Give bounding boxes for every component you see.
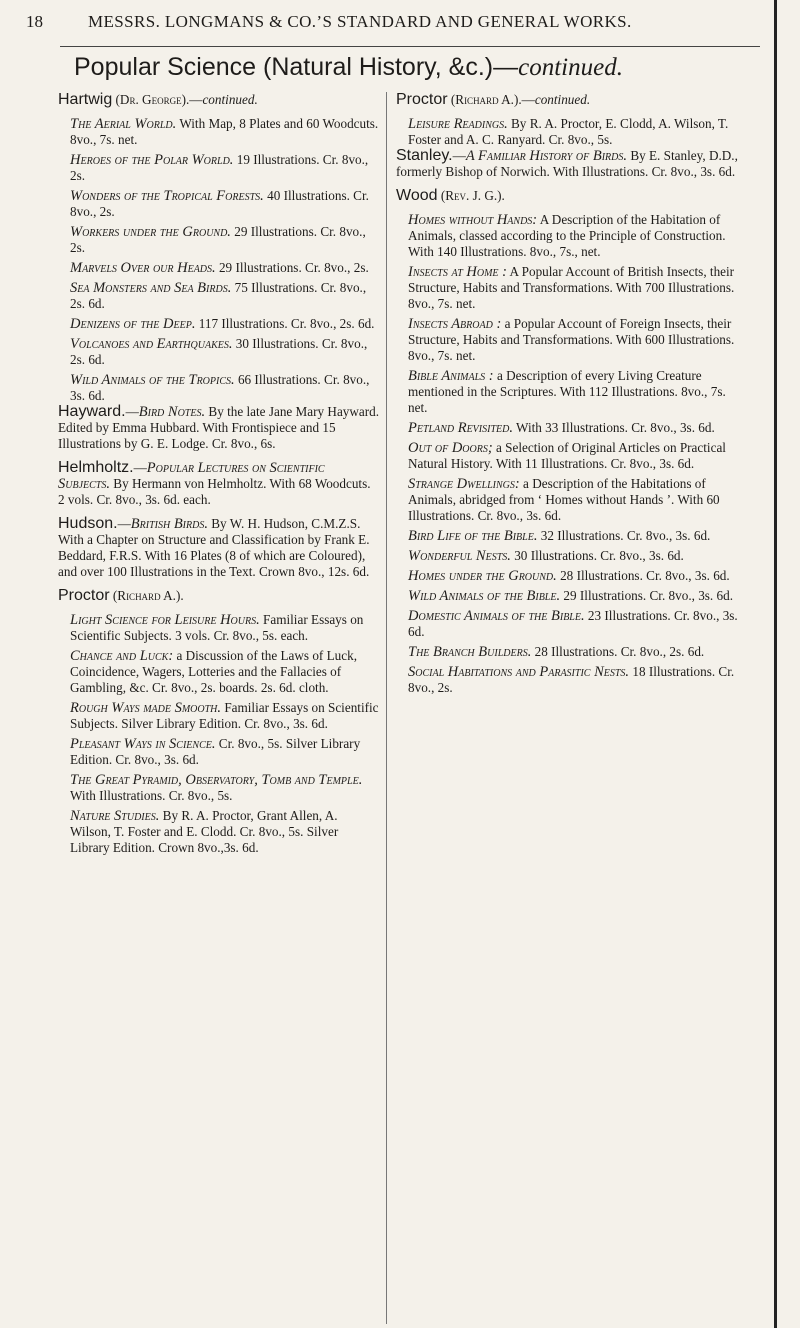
header-rule (60, 46, 760, 47)
author-details: (Richard A.). (109, 588, 184, 603)
author-entry (58, 588, 380, 604)
page-edge (774, 0, 777, 1328)
book-entry (70, 336, 380, 368)
book-entry (408, 568, 742, 584)
author-name: Helmholtz. (58, 459, 134, 476)
book-entry (408, 608, 742, 640)
author-name: Hartwig (58, 91, 113, 108)
book-description: a Popular Account of Foreign Insects, their Structure, Habits and Transformations. With 600 Illustrations. 8vo., 7s. net. (408, 316, 735, 363)
book-description: 30 Illustrations. Cr. 8vo., 3s. 6d. (510, 548, 684, 563)
book-entry (70, 224, 380, 256)
book-entry (408, 588, 742, 604)
book-title: Domestic Animals of the Bible. (408, 608, 585, 624)
book-title: Volcanoes and Earthquakes. (70, 336, 233, 352)
book-title: Leisure Readings. (408, 116, 508, 132)
book-title: A Familiar History of Birds. (465, 148, 628, 164)
right-column (396, 92, 742, 696)
book-title: The Aerial World. (70, 116, 177, 132)
book-description: a Discussion of the Laws of Luck, Coincidence, Wagers, Lotteries and the Fallacies of Gambling, &c. Cr. 8vo., 2s. boards. 2s. 6d. cloth. (70, 648, 358, 695)
book-description: 32 Illustrations. Cr. 8vo., 3s. 6d. (537, 528, 711, 543)
author-name: Hayward. (58, 403, 126, 420)
book-description: By E. Stanley, D.D., formerly Bishop of Norwich. With Illustrations. Cr. 8vo., 3s. 6d. (396, 148, 738, 179)
author-details: — (133, 460, 147, 475)
book-entry (408, 368, 742, 416)
left-column (58, 92, 380, 856)
book-title: Wild Animals of the Bible. (408, 588, 561, 604)
book-description: a Description of every Living Creature mentioned in the Scriptures. With 112 Illustrations. 8vo., 7s. net. (408, 368, 726, 415)
book-entry (70, 188, 380, 220)
book-description: A Description of the Habitation of Animals, classed according to the Principle of Construction. With 140 Illustrations. 8vo., 7s., net. (408, 212, 726, 259)
book-entry (408, 476, 742, 524)
book-description: With 33 Illustrations. Cr. 8vo., 3s. 6d. (512, 420, 715, 435)
author-details: (Richard A.).— (447, 92, 535, 107)
book-entry (408, 664, 742, 696)
book-title: Insects Abroad : (408, 316, 502, 332)
book-entry (70, 260, 380, 276)
section-title (74, 53, 774, 82)
book-title: Bible Animals : (408, 368, 494, 384)
author-entry (396, 148, 742, 180)
book-description: By Hermann von Helmholtz. With 68 Woodcuts. 2 vols. Cr. 8vo., 3s. 6d. each. (58, 476, 371, 507)
book-entry (408, 116, 742, 148)
book-entry (70, 648, 380, 696)
author-name: Wood (396, 187, 438, 204)
book-entry (408, 212, 742, 260)
book-title: Wonderful Nests. (408, 548, 511, 564)
author-entry (396, 92, 742, 108)
book-title: Social Habitations and Parasitic Nests. (408, 664, 630, 680)
author-entry (58, 92, 380, 108)
author-details: (Dr. George).— (112, 92, 203, 107)
book-description: With Illustrations. Cr. 8vo., 5s. (70, 788, 233, 803)
book-description: By W. H. Hudson, C.M.Z.S. With a Chapter on Structure and Classification by Frank E. Beddard, F.R.S. With 16 Plates (8 of which are Coloured), and over 100 Illustrations in the Text. Crown 8vo., 12s. 6d. (58, 516, 370, 579)
book-entry (408, 264, 742, 312)
book-title: Insects at Home : (408, 264, 507, 280)
book-description: a Selection of Original Articles on Practical Natural History. With 11 Illustrations. Cr. 8vo., 3s. 6d. (408, 440, 726, 471)
section-title-continued: continued. (518, 54, 623, 81)
book-title: Bird Notes. (138, 404, 206, 420)
column-divider (386, 92, 387, 1324)
book-title: Out of Doors; (408, 440, 493, 456)
book-entry (408, 644, 742, 660)
page-header (26, 12, 766, 38)
book-description: 28 Illustrations. Cr. 8vo., 2s. 6d. (531, 644, 705, 659)
book-description: By R. A. Proctor, E. Clodd, A. Wilson, T. Foster and A. C. Ranyard. Cr. 8vo., 5s. (408, 116, 729, 147)
book-description: 29 Illustrations. Cr. 8vo., 2s. (70, 224, 366, 255)
book-title: Wild Animals of the Tropics. (70, 372, 235, 388)
book-title: Rough Ways made Smooth. (70, 700, 222, 716)
book-title: Light Science for Leisure Hours. (70, 612, 260, 628)
book-title: Strange Dwellings: (408, 476, 520, 492)
book-entry (70, 808, 380, 856)
book-entry (408, 548, 742, 564)
book-entry (408, 528, 742, 544)
book-title: Chance and Luck: (70, 648, 174, 664)
book-description: 23 Illustrations. Cr. 8vo., 3s. 6d. (408, 608, 738, 639)
book-description: 29 Illustrations. Cr. 8vo., 3s. 6d. (560, 588, 734, 603)
book-title: Bird Life of the Bible. (408, 528, 538, 544)
author-entry (58, 404, 380, 452)
book-description: A Popular Account of British Insects, their Structure, Habits and Transformations. With 700 Illustrations. 8vo., 7s. net. (408, 264, 735, 311)
book-description: 117 Illustrations. Cr. 8vo., 2s. 6d. (195, 316, 375, 331)
book-title: Marvels Over our Heads. (70, 260, 216, 276)
author-name: Stanley. (396, 147, 453, 164)
book-title: The Branch Builders. (408, 644, 532, 660)
book-entry (70, 612, 380, 644)
book-description: 40 Illustrations. Cr. 8vo., 2s. (70, 188, 369, 219)
book-description: Familiar Essays on Scientific Subjects. Silver Library Edition. Cr. 8vo., 3s. 6d. (70, 700, 379, 731)
book-title: Heroes of the Polar World. (70, 152, 234, 168)
book-title: British Birds. (130, 516, 208, 532)
book-entry (408, 420, 742, 436)
book-description: 18 Illustrations. Cr. 8vo., 2s. (408, 664, 735, 695)
book-description: 30 Illustrations. Cr. 8vo., 2s. 6d. (70, 336, 368, 367)
book-entry (70, 152, 380, 184)
author-details: — (125, 404, 139, 419)
book-description: 29 Illustrations. Cr. 8vo., 2s. (215, 260, 369, 275)
book-description: Cr. 8vo., 5s. Silver Library Edition. Cr. 8vo., 3s. 6d. (70, 736, 361, 767)
book-title: Homes under the Ground. (408, 568, 557, 584)
book-title: Sea Monsters and Sea Birds. (70, 280, 232, 296)
author-name: Proctor (58, 587, 110, 604)
book-description: With Map, 8 Plates and 60 Woodcuts. 8vo., 7s. net. (70, 116, 379, 147)
book-title: continued. (202, 92, 258, 107)
author-entry (58, 460, 380, 508)
book-title: continued. (534, 92, 591, 107)
book-description: 19 Illustrations. Cr. 8vo., 2s. (70, 152, 369, 183)
book-entry (70, 116, 380, 148)
book-entry (408, 440, 742, 472)
book-entry (70, 372, 380, 404)
book-title: Homes without Hands: (408, 212, 538, 228)
book-description: 75 Illustrations. Cr. 8vo., 2s. 6d. (70, 280, 367, 311)
book-description: 66 Illustrations. Cr. 8vo., 3s. 6d. (70, 372, 370, 403)
book-title: Workers under the Ground. (70, 224, 231, 240)
book-entry (70, 772, 380, 804)
book-entry (70, 316, 380, 332)
book-description: 28 Illustrations. Cr. 8vo., 3s. 6d. (556, 568, 730, 583)
book-title: Wonders of the Tropical Forests. (70, 188, 264, 204)
author-entry (396, 188, 742, 204)
book-entry (70, 700, 380, 732)
book-description: Familiar Essays on Scientific Subjects. 3 vols. Cr. 8vo., 5s. each. (70, 612, 364, 643)
book-description: a Description of the Habitations of Animals, abridged from ‘ Homes without Hands ’. With 60 Illustrations. Cr. 8vo., 3s. 6d. (408, 476, 720, 523)
book-title: Petland Revisited. (408, 420, 513, 436)
page-number: 18 (26, 12, 43, 31)
book-entry (408, 316, 742, 364)
book-title: Pleasant Ways in Science. (70, 736, 216, 752)
book-title: Denizens of the Deep. (70, 316, 196, 332)
book-description: By R. A. Proctor, Grant Allen, A. Wilson, T. Foster and E. Clodd. Cr. 8vo., 5s. Silver Library Edition. Crown 8vo.,3s. 6d. (70, 808, 339, 855)
book-title: The Great Pyramid, Observatory, Tomb and Temple. (70, 772, 363, 788)
section-title-main: Popular Science (Natural History, &c.)— (74, 53, 519, 81)
running-head: MESSRS. LONGMANS & CO.’S STANDARD AND GENERAL WORKS. (88, 12, 632, 31)
author-details: — (117, 516, 131, 531)
book-title: Nature Studies. (70, 808, 160, 824)
book-entry (70, 736, 380, 768)
author-details: — (452, 148, 466, 163)
author-name: Proctor (396, 91, 448, 108)
author-name: Hudson. (58, 515, 118, 532)
book-title: Popular Lectures on Scientific Subjects. (58, 460, 325, 492)
book-description: By the late Jane Mary Hayward. Edited by Emma Hubbard. With Frontispiece and 15 Illustrations by G. E. Lodge. Cr. 8vo., 6s. (58, 404, 380, 451)
book-entry (70, 280, 380, 312)
author-entry (58, 516, 380, 580)
author-details: (Rev. J. G.). (437, 188, 505, 203)
